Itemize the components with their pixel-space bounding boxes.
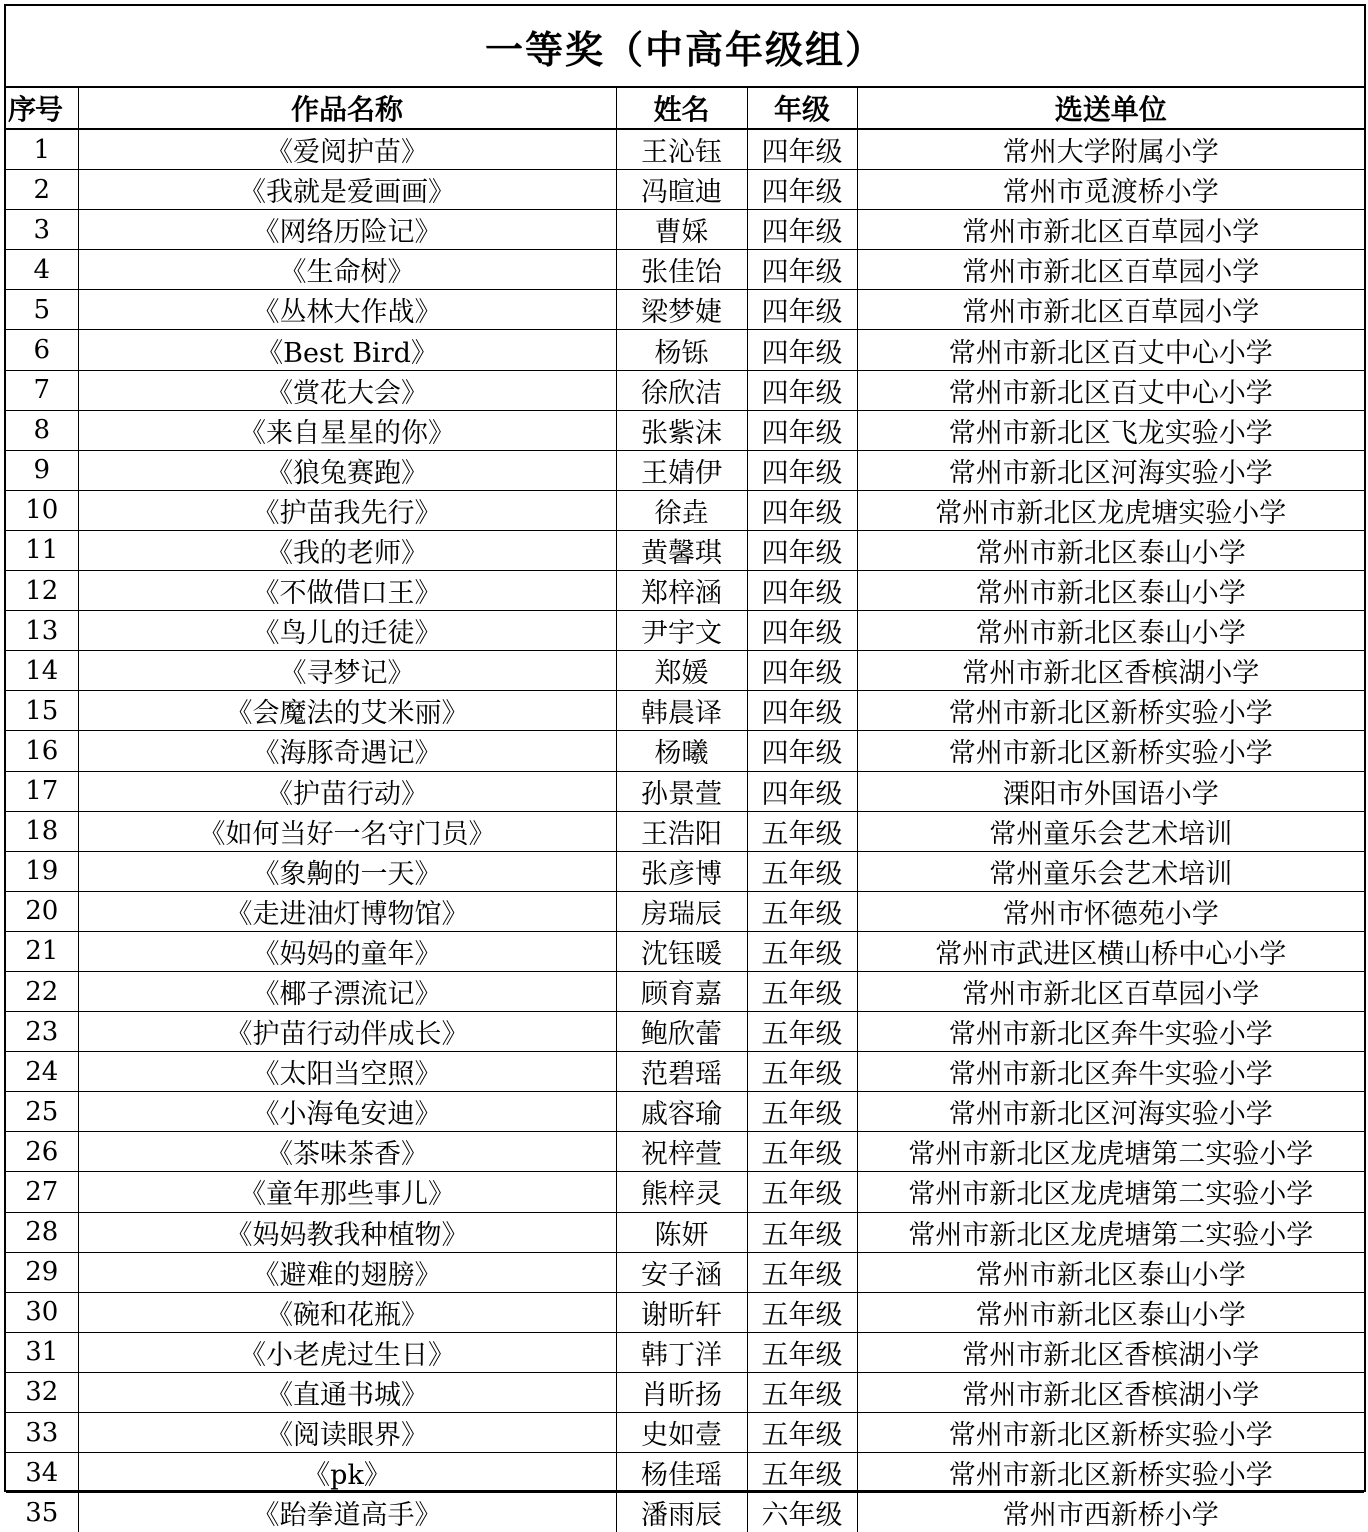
cell-school: 常州市新北区新桥实验小学 <box>857 1453 1364 1493</box>
cell-number: 19 <box>6 851 78 891</box>
cell-school: 常州市新北区香槟湖小学 <box>857 1372 1364 1412</box>
cell-school: 常州市新北区香槟湖小学 <box>857 651 1364 691</box>
cell-grade: 四年级 <box>747 450 857 490</box>
cell-number: 20 <box>6 891 78 931</box>
table-row <box>6 1372 1364 1412</box>
cell-grade: 五年级 <box>747 1413 857 1453</box>
table-row <box>6 410 1364 450</box>
cell-work-title: 《小老虎过生日》 <box>78 1332 616 1372</box>
cell-number: 27 <box>6 1172 78 1212</box>
cell-work-title: 《妈妈教我种植物》 <box>78 1212 616 1252</box>
cell-number: 13 <box>6 611 78 651</box>
header-number: 序号 <box>6 88 78 129</box>
cell-school: 常州市新北区龙虎塘第二实验小学 <box>857 1132 1364 1172</box>
cell-school: 常州市新北区河海实验小学 <box>857 1092 1364 1132</box>
cell-name: 徐垚 <box>616 490 747 530</box>
cell-school: 常州市新北区新桥实验小学 <box>857 731 1364 771</box>
cell-name: 杨曦 <box>616 731 747 771</box>
cell-name: 安子涵 <box>616 1252 747 1292</box>
cell-work-title: 《小海龟安迪》 <box>78 1092 616 1132</box>
cell-school: 常州市新北区百丈中心小学 <box>857 370 1364 410</box>
cell-name: 范碧瑶 <box>616 1052 747 1092</box>
cell-school: 常州市怀德苑小学 <box>857 891 1364 931</box>
cell-school: 溧阳市外国语小学 <box>857 771 1364 811</box>
cell-number: 32 <box>6 1372 78 1412</box>
cell-number: 21 <box>6 931 78 971</box>
cell-work-title: 《太阳当空照》 <box>78 1052 616 1092</box>
cell-school: 常州市新北区香槟湖小学 <box>857 1332 1364 1372</box>
table-row <box>6 1092 1364 1132</box>
cell-work-title: 《来自星星的你》 <box>78 410 616 450</box>
cell-grade: 五年级 <box>747 931 857 971</box>
cell-work-title: 《碗和花瓶》 <box>78 1292 616 1332</box>
cell-grade: 四年级 <box>747 611 857 651</box>
cell-work-title: 《鸟儿的迁徒》 <box>78 611 616 651</box>
cell-number: 30 <box>6 1292 78 1332</box>
cell-name: 张佳饴 <box>616 250 747 290</box>
cell-work-title: 《护苗行动》 <box>78 771 616 811</box>
cell-work-title: 《海豚奇遇记》 <box>78 731 616 771</box>
table-row <box>6 1493 1364 1532</box>
cell-number: 4 <box>6 250 78 290</box>
cell-name: 尹宇文 <box>616 611 747 651</box>
cell-name: 杨佳瑶 <box>616 1453 747 1493</box>
cell-name: 王婧伊 <box>616 450 747 490</box>
header-row <box>6 88 1364 129</box>
cell-grade: 五年级 <box>747 1453 857 1493</box>
cell-name: 史如壹 <box>616 1413 747 1453</box>
cell-grade: 四年级 <box>747 530 857 570</box>
cell-grade: 五年级 <box>747 811 857 851</box>
cell-school: 常州市新北区飞龙实验小学 <box>857 410 1364 450</box>
cell-number: 28 <box>6 1212 78 1252</box>
cell-number: 3 <box>6 210 78 250</box>
cell-school: 常州市新北区百草园小学 <box>857 210 1364 250</box>
table-row <box>6 1292 1364 1332</box>
cell-school: 常州市新北区泰山小学 <box>857 1252 1364 1292</box>
cell-name: 张彦博 <box>616 851 747 891</box>
cell-work-title: 《pk》 <box>78 1453 616 1493</box>
table-row <box>6 129 1364 170</box>
cell-number: 7 <box>6 370 78 410</box>
cell-school: 常州市新北区龙虎塘实验小学 <box>857 490 1364 530</box>
cell-grade: 四年级 <box>747 250 857 290</box>
cell-number: 23 <box>6 1012 78 1052</box>
cell-school: 常州市新北区泰山小学 <box>857 571 1364 611</box>
cell-school: 常州市西新桥小学 <box>1002 1500 1219 1532</box>
cell-number: 18 <box>6 811 78 851</box>
cell-number: 15 <box>6 691 78 731</box>
cell-work-title: 《走进油灯博物馆》 <box>78 891 616 931</box>
table-row <box>6 651 1364 691</box>
cell-number: 10 <box>6 490 78 530</box>
cell-work-title: 《阅读眼界》 <box>78 1413 616 1453</box>
cell-name: 潘雨辰 <box>616 1493 747 1532</box>
cell-work-title: 《赏花大会》 <box>78 370 616 410</box>
cell-name: 祝梓萱 <box>616 1132 747 1172</box>
cell-name: 梁梦婕 <box>616 290 747 330</box>
cell-school: 常州市新北区百草园小学 <box>857 250 1364 290</box>
cell-number: 31 <box>6 1332 78 1372</box>
cell-number: 22 <box>6 971 78 1011</box>
cell-name: 沈钰暖 <box>616 931 747 971</box>
cell-school: 常州市新北区奔牛实验小学 <box>857 1052 1364 1092</box>
table-row <box>6 1012 1364 1052</box>
cell-name: 张紫沫 <box>616 410 747 450</box>
cell-work-title: 《生命树》 <box>78 250 616 290</box>
cell-grade: 四年级 <box>747 170 857 210</box>
table-row <box>6 571 1364 611</box>
table-row <box>6 250 1364 290</box>
table-body <box>6 129 1364 1532</box>
cell-grade: 五年级 <box>747 1132 857 1172</box>
table-row <box>6 1172 1364 1212</box>
cell-number: 29 <box>6 1252 78 1292</box>
cell-grade: 四年级 <box>747 290 857 330</box>
table-row <box>6 1132 1364 1172</box>
table-row <box>6 1252 1364 1292</box>
table-row <box>6 170 1364 210</box>
cell-work-title: 《网络历险记》 <box>78 210 616 250</box>
cell-name: 孙景萱 <box>616 771 747 811</box>
cell-grade: 五年级 <box>747 1252 857 1292</box>
award-table-sheet <box>4 4 1366 1532</box>
header-grade: 年级 <box>747 88 857 129</box>
cell-grade: 四年级 <box>747 771 857 811</box>
cell-grade: 四年级 <box>747 330 857 370</box>
cell-school: 常州市新北区百草园小学 <box>857 290 1364 330</box>
cell-name: 陈妍 <box>616 1212 747 1252</box>
cell-school: 常州市新北区河海实验小学 <box>857 450 1364 490</box>
table-row <box>6 891 1364 931</box>
cell-grade: 五年级 <box>747 851 857 891</box>
cell-name: 冯暄迪 <box>616 170 747 210</box>
cell-number: 16 <box>6 731 78 771</box>
cell-grade: 六年级 <box>747 1493 857 1532</box>
cell-school: 常州市新北区百草园小学 <box>857 971 1364 1011</box>
cell-work-title: 《寻梦记》 <box>78 651 616 691</box>
cell-work-title: 《护苗我先行》 <box>78 490 616 530</box>
cell-grade: 四年级 <box>747 129 857 170</box>
cell-grade: 五年级 <box>747 891 857 931</box>
cell-school: 常州市新北区百丈中心小学 <box>857 330 1364 370</box>
cell-grade: 五年级 <box>747 1172 857 1212</box>
header-work-title: 作品名称 <box>78 88 616 129</box>
cell-school: 常州市新北区泰山小学 <box>857 611 1364 651</box>
cell-work-title: 《童年那些事儿》 <box>78 1172 616 1212</box>
cell-school: 常州市觅渡桥小学 <box>857 170 1364 210</box>
table-row <box>6 1212 1364 1252</box>
cell-school: 常州市新北区龙虎塘第二实验小学 <box>857 1212 1364 1252</box>
cell-work-title: 《如何当好一名守门员》 <box>78 811 616 851</box>
cell-name: 曹婇 <box>616 210 747 250</box>
cell-work-title: 《爱阅护苗》 <box>78 129 616 170</box>
cell-name: 顾育嘉 <box>616 971 747 1011</box>
cell-name: 肖昕扬 <box>616 1372 747 1412</box>
cell-school: 常州市新北区泰山小学 <box>857 530 1364 570</box>
table-row <box>6 1332 1364 1372</box>
cell-work-title: 《茶味茶香》 <box>78 1132 616 1172</box>
cell-grade: 四年级 <box>747 571 857 611</box>
cell-name: 韩丁洋 <box>616 1332 747 1372</box>
cell-grade: 五年级 <box>747 1052 857 1092</box>
cell-school: 常州市武进区横山桥中心小学 <box>857 931 1364 971</box>
table-row <box>6 971 1364 1011</box>
table-row <box>6 290 1364 330</box>
cell-number: 9 <box>6 450 78 490</box>
cell-name: 房瑞辰 <box>616 891 747 931</box>
cell-grade: 四年级 <box>747 210 857 250</box>
cell-name: 王浩阳 <box>616 811 747 851</box>
header-school: 选送单位 <box>857 88 1364 129</box>
table-row <box>6 691 1364 731</box>
cell-grade: 五年级 <box>747 1012 857 1052</box>
cell-work-title: 《会魔法的艾米丽》 <box>78 691 616 731</box>
table-row <box>6 490 1364 530</box>
page-title: 一等奖（中高年级组） <box>6 6 1364 88</box>
cell-number: 12 <box>6 571 78 611</box>
cell-name: 徐欣洁 <box>616 370 747 410</box>
table-row <box>6 811 1364 851</box>
cell-name: 黄馨琪 <box>616 530 747 570</box>
cell-work-title: 《象齁的一天》 <box>78 851 616 891</box>
cell-school: 常州市新北区龙虎塘第二实验小学 <box>857 1172 1364 1212</box>
cell-name: 韩晨译 <box>616 691 747 731</box>
table-row <box>6 931 1364 971</box>
cell-number: 2 <box>6 170 78 210</box>
cell-work-title: 《我的老师》 <box>78 530 616 570</box>
cell-work-title: 《不做借口王》 <box>78 571 616 611</box>
table-row <box>6 1453 1364 1493</box>
cell-grade: 四年级 <box>747 490 857 530</box>
cell-grade: 四年级 <box>747 651 857 691</box>
cell-grade: 四年级 <box>747 370 857 410</box>
cell-name: 熊梓灵 <box>616 1172 747 1212</box>
cell-school: 常州童乐会艺术培训 <box>857 851 1364 891</box>
cell-number: 11 <box>6 530 78 570</box>
cell-grade: 五年级 <box>747 1212 857 1252</box>
cell-grade: 四年级 <box>747 410 857 450</box>
cell-number: 34 <box>6 1453 78 1493</box>
table-row <box>6 330 1364 370</box>
cell-number: 6 <box>6 330 78 370</box>
cell-work-title: 《跆拳道高手》 <box>78 1493 616 1532</box>
cell-work-title: 《丛林大作战》 <box>78 290 616 330</box>
cell-number: 33 <box>6 1413 78 1453</box>
cell-grade: 四年级 <box>747 731 857 771</box>
cell-work-title: 《护苗行动伴成长》 <box>78 1012 616 1052</box>
table-row <box>6 771 1364 811</box>
cell-school: 常州市新北区新桥实验小学 <box>857 691 1364 731</box>
table-row <box>6 1052 1364 1092</box>
table-row <box>6 370 1364 410</box>
cell-school: 常州市新北区奔牛实验小学 <box>857 1012 1364 1052</box>
table-row <box>6 450 1364 490</box>
cell-number: 17 <box>6 771 78 811</box>
cell-grade: 五年级 <box>747 1372 857 1412</box>
cell-school: 常州市新北区泰山小学 <box>857 1292 1364 1332</box>
cell-name: 鲍欣蕾 <box>616 1012 747 1052</box>
cell-number: 25 <box>6 1092 78 1132</box>
cell-name: 杨铄 <box>616 330 747 370</box>
cell-school: 常州童乐会艺术培训 <box>857 811 1364 851</box>
header-name: 姓名 <box>616 88 747 129</box>
cell-grade: 四年级 <box>747 691 857 731</box>
cell-number: 24 <box>6 1052 78 1092</box>
cell-work-title: 《妈妈的童年》 <box>78 931 616 971</box>
cell-school: 常州市新北区新桥实验小学 <box>857 1413 1364 1453</box>
table-row <box>6 611 1364 651</box>
table-row <box>6 530 1364 570</box>
cell-school: 常州大学附属小学 <box>857 129 1364 170</box>
cell-name: 郑梓涵 <box>616 571 747 611</box>
cell-name: 谢昕轩 <box>616 1292 747 1332</box>
table-row <box>6 851 1364 891</box>
cell-grade: 五年级 <box>747 971 857 1011</box>
cell-number: 35 <box>6 1493 78 1532</box>
cell-number: 8 <box>6 410 78 450</box>
cell-grade: 五年级 <box>747 1332 857 1372</box>
cell-work-title: 《Best Bird》 <box>78 330 616 370</box>
cell-work-title: 《我就是爱画画》 <box>78 170 616 210</box>
cell-work-title: 《狼兔赛跑》 <box>78 450 616 490</box>
cell-work-title: 《椰子漂流记》 <box>78 971 616 1011</box>
cell-number: 1 <box>6 129 78 170</box>
cell-grade: 五年级 <box>747 1092 857 1132</box>
table-row <box>6 210 1364 250</box>
table-row <box>6 731 1364 771</box>
cell-grade: 五年级 <box>747 1292 857 1332</box>
cell-name: 郑媛 <box>616 651 747 691</box>
award-table <box>6 88 1364 1532</box>
table-row <box>6 1413 1364 1453</box>
cell-work-title: 《避难的翅膀》 <box>78 1252 616 1292</box>
cell-number: 14 <box>6 651 78 691</box>
cell-name: 王沁钰 <box>616 129 747 170</box>
cell-name: 戚容瑜 <box>616 1092 747 1132</box>
cell-work-title: 《直通书城》 <box>78 1372 616 1412</box>
cell-number: 5 <box>6 290 78 330</box>
cell-number: 26 <box>6 1132 78 1172</box>
